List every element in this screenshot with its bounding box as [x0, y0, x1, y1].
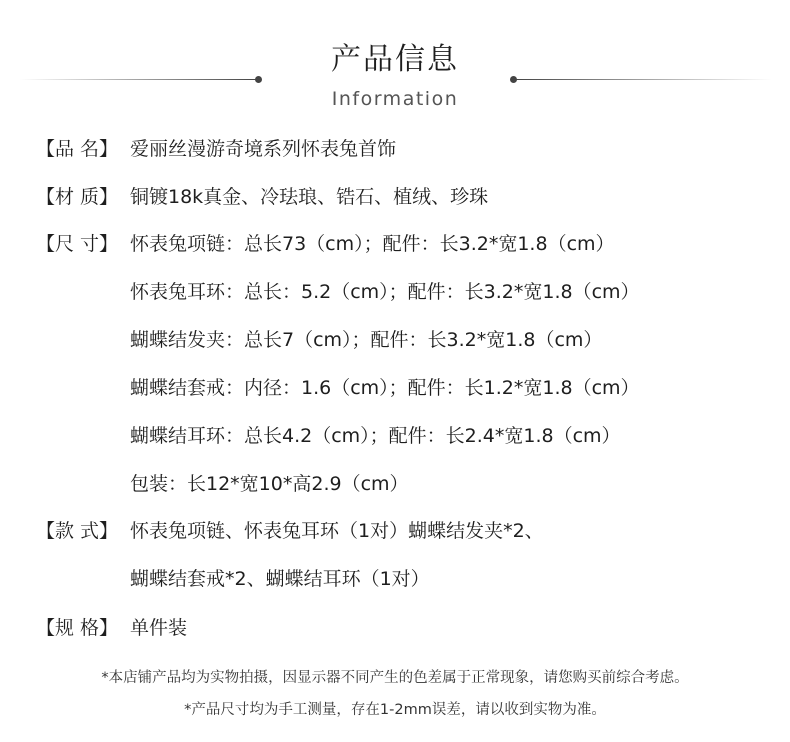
size-line: 怀表兔项链：总长73（cm）；配件：长3.2*宽1.8（cm）: [130, 233, 615, 255]
style-label: 【款 式】: [36, 520, 119, 542]
name-value: 爱丽丝漫游奇境系列怀表兔首饰: [130, 138, 397, 160]
material-label: 【材 质】: [36, 186, 119, 208]
style-line: 怀表兔项链、怀表兔耳环（1对）蝴蝶结发夹*2、: [130, 520, 544, 542]
right-divider-dot: [510, 76, 517, 83]
size-line: 蝴蝶结套戒：内径：1.6（cm）；配件：长1.2*宽1.8（cm）: [130, 377, 640, 399]
size-label: 【尺 寸】: [36, 233, 119, 255]
name-row: [36, 136, 396, 162]
page-subtitle: Information: [331, 88, 459, 110]
left-divider: [20, 79, 258, 80]
size-line: 包装：长12*宽10*高2.9（cm）: [130, 473, 409, 495]
name-label: 【品 名】: [36, 138, 119, 160]
material-row: [36, 184, 488, 210]
size-line: 怀表兔耳环：总长：5.2（cm）；配件：长3.2*宽1.8（cm）: [130, 281, 640, 303]
page-title: 产品信息: [331, 42, 459, 77]
right-divider: [514, 79, 772, 80]
spec-value: 单件装: [130, 617, 188, 639]
size-line: 蝴蝶结发夹：总长7（cm）；配件：长3.2*宽1.8（cm）: [130, 329, 603, 351]
material-value: 铜镀18k真金、冷珐琅、锆石、植绒、珍珠: [130, 186, 489, 208]
left-divider-dot: [255, 76, 262, 83]
style-row: [36, 518, 544, 544]
measurement-note: *产品尺寸均为手工测量，存在1-2mm误差，请以收到实物为准。: [184, 702, 606, 718]
size-row: [36, 231, 615, 257]
spec-row: [36, 615, 187, 641]
spec-label: 【规 格】: [36, 617, 119, 639]
style-line: 蝴蝶结套戒*2、蝴蝶结耳环（1对）: [130, 568, 430, 590]
disclaimer-note: *本店铺产品均为实物拍摄，因显示器不同产生的色差属于正常现象，请您购买前综合考虑。: [101, 670, 689, 686]
size-line: 蝴蝶结耳环：总长4.2（cm）；配件：长2.4*宽1.8（cm）: [130, 425, 621, 447]
